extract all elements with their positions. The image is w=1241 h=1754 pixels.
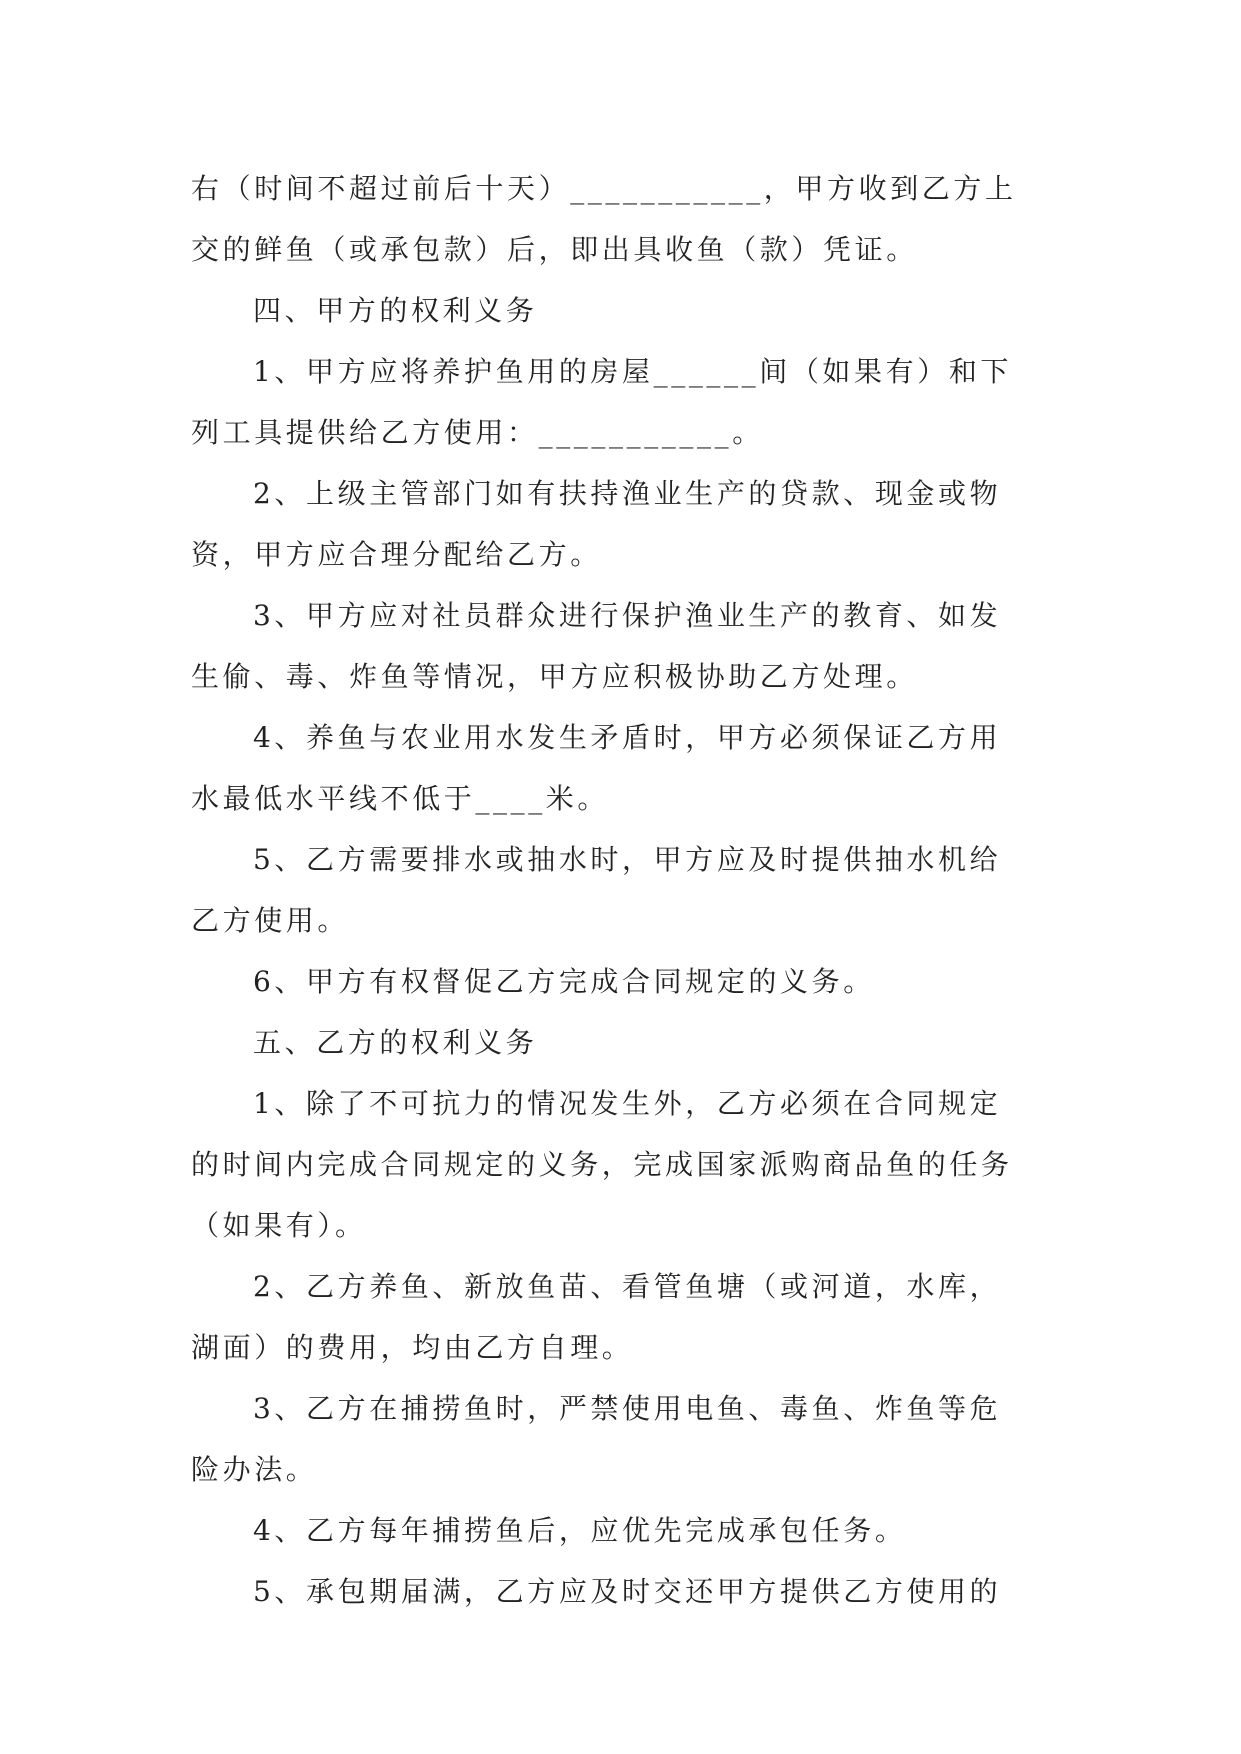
document-page (191, 158, 1051, 1622)
text-line: 4、乙方每年捕捞鱼后，应优先完成承包任务。 (253, 1514, 907, 1547)
text-line: 5、承包期届满，乙方应及时交还甲方提供乙方使用的 (253, 1575, 1002, 1608)
section-heading: 四、甲方的权利义务 (253, 294, 538, 327)
text-line: 水最低水平线不低于____米。 (191, 782, 610, 815)
text-line: 列工具提供给乙方使用：___________。 (191, 416, 764, 449)
text-line: 1、除了不可抗力的情况发生外，乙方必须在合同规定 (253, 1087, 1002, 1120)
text-line: 2、乙方养鱼、新放鱼苗、看管鱼塘（或河道，水库， (253, 1270, 1002, 1303)
text-line: 6、甲方有权督促乙方完成合同规定的义务。 (253, 965, 875, 998)
text-line: （如果有）。 (191, 1209, 367, 1242)
text-line: 3、甲方应对社员群众进行保护渔业生产的教育、如发 (253, 599, 1002, 632)
text-line: 资，甲方应合理分配给乙方。 (191, 538, 602, 571)
text-line: 3、乙方在捕捞鱼时，严禁使用电鱼、毒鱼、炸鱼等危 (253, 1392, 1002, 1425)
text-line: 险办法。 (191, 1453, 318, 1486)
section-heading: 五、乙方的权利义务 (253, 1026, 538, 1059)
text-line: 4、养鱼与农业用水发生矛盾时，甲方必须保证乙方用 (253, 721, 1002, 754)
text-line: 交的鲜鱼（或承包款）后，即出具收鱼（款）凭证。 (191, 233, 918, 266)
text-line: 乙方使用。 (191, 904, 350, 937)
text-line: 的时间内完成合同规定的义务，完成国家派购商品鱼的任务 (191, 1148, 1013, 1181)
text-line: 2、上级主管部门如有扶持渔业生产的贷款、现金或物 (253, 477, 1002, 510)
text-line: 5、乙方需要排水或抽水时，甲方应及时提供抽水机给 (253, 843, 1002, 876)
text-line: 1、甲方应将养护鱼用的房屋______间（如果有）和下 (253, 355, 1013, 388)
text-line: 生偷、毒、炸鱼等情况，甲方应积极协助乙方处理。 (191, 660, 918, 693)
text-line: 右（时间不超过前后十天）___________，甲方收到乙方上 (191, 172, 1017, 205)
text-line: 湖面）的费用，均由乙方自理。 (191, 1331, 634, 1364)
